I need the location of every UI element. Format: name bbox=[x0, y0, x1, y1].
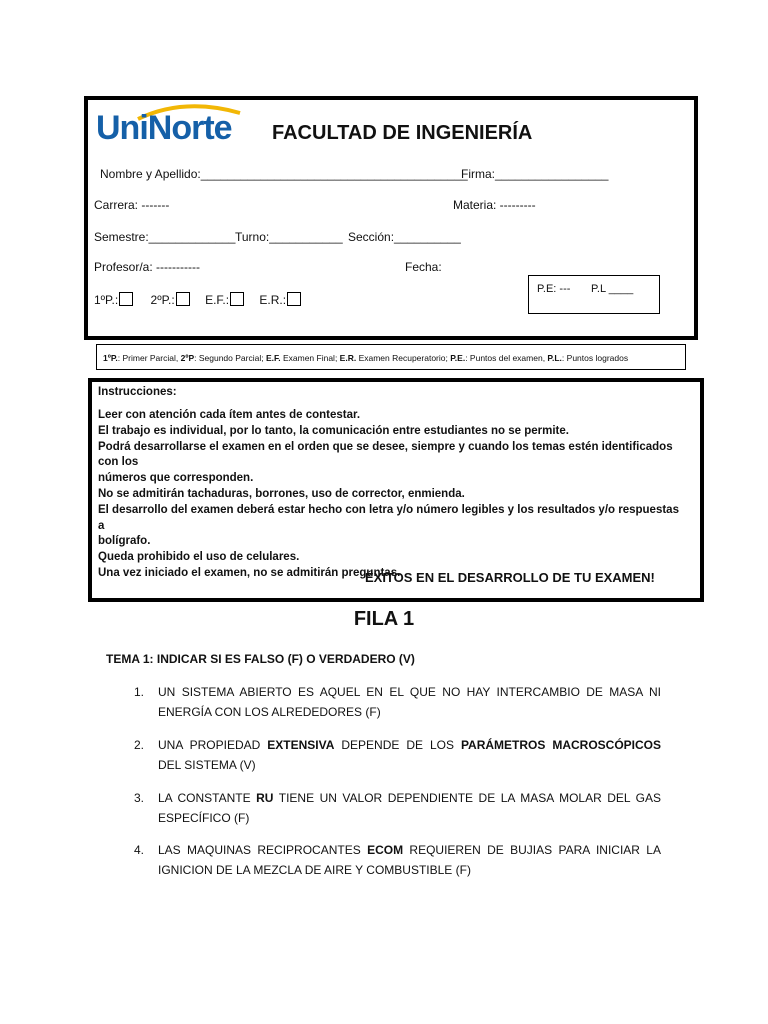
instruction-line: Una vez iniciado el examen, no se admitirán preguntas. bbox=[98, 566, 401, 579]
instruction-line: El trabajo es individual, por lo tanto, la comunicación entre estudiantes no se permite. bbox=[98, 424, 569, 437]
question-number: 1. bbox=[134, 685, 145, 699]
faculty-title: FACULTAD DE INGENIERÍA bbox=[272, 122, 533, 144]
question-number: 3. bbox=[134, 791, 145, 805]
good-luck-message: ÉXITOS EN EL DESARROLLO DE TU EXAMEN! bbox=[365, 570, 655, 585]
university-logo: UniNorte bbox=[96, 109, 232, 147]
topic-heading: TEMA 1: INDICAR SI ES FALSO (F) O VERDADERO (V) bbox=[106, 652, 415, 666]
instruction-line: Podrá desarrollarse el examen en el orden que se desee, siempre y cuando los temas estén identificados con los bbox=[98, 440, 673, 469]
abbreviations-legend: 1ºP.: Primer Parcial, 2ºP: Segundo Parcial; E.F. Examen Final; E.R. Examen Recuperatorio; P.E.: Puntos del examen, P.L.: Puntos logrados bbox=[96, 344, 686, 370]
instruction-line: números que corresponden. bbox=[98, 472, 254, 485]
instructions-list bbox=[98, 408, 688, 582]
instruction-line: No se admitirán tachaduras, borrones, uso de corrector, enmienda. bbox=[98, 487, 465, 500]
instruction-line: El desarrollo del examen deberá estar hecho con letra y/o número legibles y los resultados y/o respuestas a bbox=[98, 503, 679, 532]
professor-field: Profesor/a: ----------- bbox=[94, 260, 200, 274]
question-text: LA CONSTANTE RU TIENE UN VALOR DEPENDIENTE DE LA MASA MOLAR DEL GAS ESPECÍFICO (F) bbox=[158, 791, 661, 825]
check-er-label: E.R.: bbox=[259, 293, 287, 307]
section-field: Sección:__________ bbox=[348, 230, 461, 244]
row-title: FILA 1 bbox=[353, 608, 415, 630]
question-number: 2. bbox=[134, 738, 145, 752]
check-ef-label: E.F.: bbox=[205, 293, 230, 307]
check-1p-box[interactable] bbox=[119, 292, 133, 306]
check-2p-label: 2ºP.: bbox=[150, 293, 175, 307]
check-er-box[interactable] bbox=[287, 292, 301, 306]
question-text: LAS MAQUINAS RECIPROCANTES ECOM REQUIEREN DE BUJIAS PARA INICIAR LA IGNICION DE LA MEZCLA DE AIRE Y COMBUSTIBLE (F) bbox=[158, 843, 661, 877]
date-field: Fecha: bbox=[405, 260, 442, 274]
subject-field: Materia: --------- bbox=[453, 198, 536, 212]
shift-field: Turno:___________ bbox=[235, 230, 343, 244]
check-2p-box[interactable] bbox=[176, 292, 190, 306]
semester-field: Semestre:_____________ bbox=[94, 230, 236, 244]
question-text: UNA PROPIEDAD EXTENSIVA DEPENDE DE LOS PARÁMETROS MACROSCÓPICOS DEL SISTEMA (V) bbox=[158, 738, 662, 772]
instruction-line: Queda prohibido el uso de celulares. bbox=[98, 551, 300, 564]
career-field: Carrera: ------- bbox=[94, 198, 170, 212]
instruction-line: bolígrafo. bbox=[98, 535, 151, 548]
question-text: UN SISTEMA ABIERTO ES AQUEL EN EL QUE NO HAY INTERCAMBIO DE MASA NI ENERGÍA CON LOS ALREDEDORES (F) bbox=[158, 685, 661, 719]
pl-field: P.L ____ bbox=[591, 283, 634, 295]
name-field: Nombre y Apellido:________________________________________ bbox=[100, 167, 468, 181]
instructions-title: Instrucciones: bbox=[98, 386, 177, 398]
instruction-line: Leer con atención cada ítem antes de contestar. bbox=[98, 409, 361, 421]
signature-field: Firma:_________________ bbox=[461, 167, 609, 181]
pe-field: P.E: --- bbox=[537, 283, 571, 295]
exam-type-checks bbox=[94, 292, 301, 307]
check-1p-label: 1ºP.: bbox=[94, 293, 119, 307]
check-ef-box[interactable] bbox=[230, 292, 244, 306]
question-number: 4. bbox=[134, 843, 145, 857]
